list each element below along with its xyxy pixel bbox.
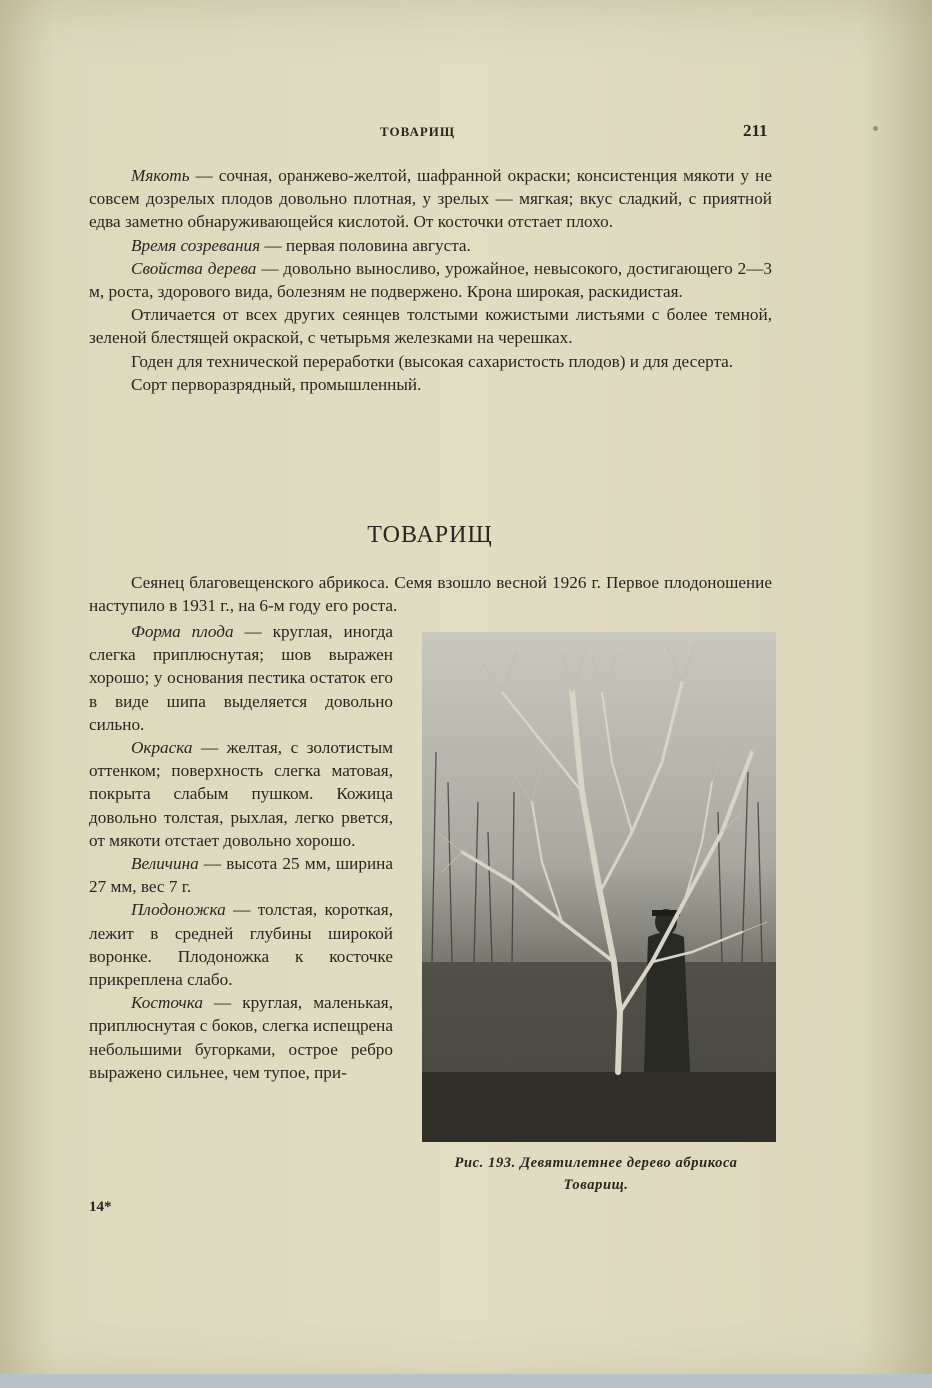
paragraph-distinction: Отличается от всех других сеянцев толстыми кожистыми листьями с более темной, зеленой блестящей окраской, с четырьмя железками на черешках. [89,305,772,348]
paragraph-usage: Годен для технической переработки (высокая сахаристость плодов) и для десерта. [131,351,734,371]
left-column [89,620,393,1084]
paragraph-grade: Сорт перворазрядный, промышленный. [131,374,422,394]
paragraph-stalk [89,898,393,991]
figure-caption [412,1152,780,1196]
tree-photo [422,632,776,1142]
text-stone: — круглая, маленькая, приплюснутая с боков, слегка испещрена небольшими бугорками, острое ребро выражено сильнее, чем тупое, при- [89,993,393,1082]
text-stalk: — толстая, короткая, лежит в средней глубины широкой воронке. Плодоножка к косточке прикреплена слабо. [89,900,393,990]
label-stalk: Плодоножка [131,900,226,920]
text-flesh: — сочная, оранжево-желтой, шафранной окраски; консистенция мякоти у не совсем дозрелых плодов довольно плотная, у зрелых — мягкая; вкус сладкий, с приятной едва заметно обнаруживающейся кислотой. От косточки отстает плохо. [89,166,772,232]
caption-line-2: Товарищ. [563,1177,629,1193]
label-color: Окраска [131,738,193,758]
text-tree-properties: — довольно выносливо, урожайное, невысокого, достигающего 2—3 м, роста, здорового вида, болезням не подвержено. Крона широкая, раскидистая. [89,258,772,302]
label-tree-properties: Свойства дерева [131,258,257,278]
paragraph-flesh [89,164,772,234]
paper-speck [873,126,878,131]
paragraph-shape [89,620,393,736]
text-color: — желтая, с золотистым оттенком; поверхность слегка матовая, покрыта слабым пушком. Кожица довольно толстая, рыхлая, легко рвется, от мякоти отстает довольно хорошо. [89,738,393,850]
section-heading: ТОВАРИЩ [367,522,493,548]
text-size: — высота 25 мм, ширина 27 мм, вес 7 г. [89,854,393,897]
paragraph-stone [89,991,393,1084]
paragraph-size [89,852,393,898]
intro-block [89,571,772,617]
label-shape: Форма плода [131,622,234,641]
text-ripening: — первая половина августа. [260,235,471,255]
paragraph-ripening [89,234,772,257]
paragraph-color [89,736,393,852]
top-text-block [89,164,772,396]
signature-mark: 14* [89,1199,112,1215]
text-shape: — круглая, иногда слегка приплюснутая; шов выражен хорошо; у основания пестика остаток его в виде шипа выделяется довольно сильно. [89,622,393,734]
paragraph-tree-properties [89,257,772,303]
label-flesh: Мякоть [131,166,190,185]
paragraph-intro: Сеянец благовещенского абрикоса. Семя взошло весной 1926 г. Первое плодоношение наступило в 1931 г., на 6-м году его роста. [89,573,772,616]
page-number: 211 [743,121,768,140]
caption-line-1: Рис. 193. Девятилетнее дерево абрикоса [454,1155,738,1171]
label-stone: Косточка [131,993,203,1013]
tree-illustration [422,632,776,1142]
scan-edge [0,1374,932,1388]
running-title: ТОВАРИЩ [380,124,456,139]
label-size: Величина [131,854,199,874]
label-ripening: Время созревания [131,235,261,255]
